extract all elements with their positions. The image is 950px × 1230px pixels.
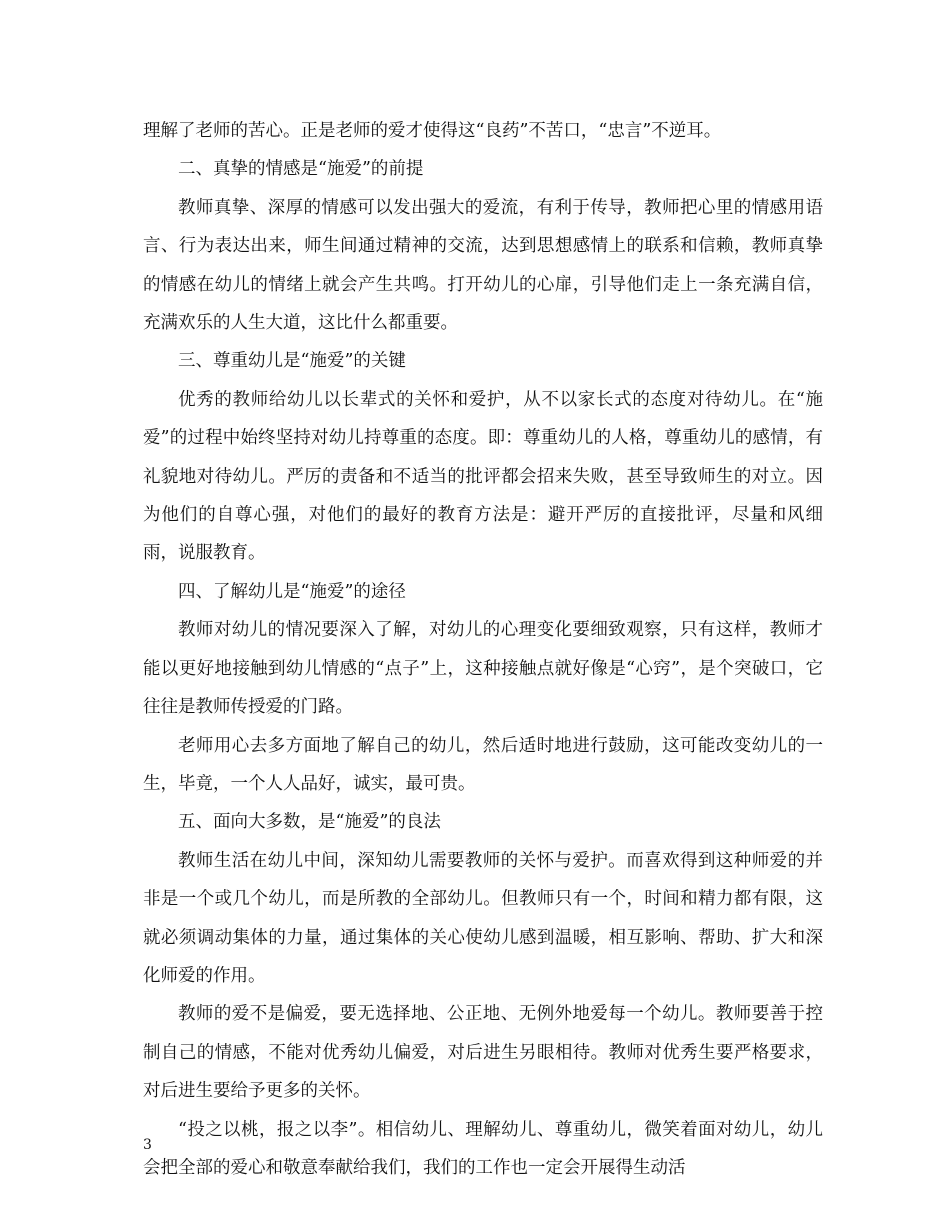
body-paragraph: 老师用心去多方面地了解自己的幼儿，然后适时地进行鼓励，这可能改变幼儿的一生，毕竟，一个人人品好，诚实，最可贵。 (143, 735, 823, 794)
section-heading-4: 四、了解幼儿是“施爱”的途径 (178, 581, 406, 602)
body-paragraph: 教师真挚、深厚的情感可以发出强大的爱流，有利于传导，教师把心里的情感用语言、行为表达出来，师生间通过精神的交流，达到思想感情上的联系和信赖，教师真挚的情感在幼儿的情绪上就会产生共鸣。打开幼儿的心扉，引导他们走上一条充满自信，充满欢乐的人生大道，这比什么都重要。 (143, 197, 823, 334)
body-paragraph: 教师生活在幼儿中间，深知幼儿需要教师的关怀与爱护。而喜欢得到这种师爱的并非是一个或几个幼儿，而是所教的全部幼儿。但教师只有一个，时间和精力都有限，这就必须调动集体的力量，通过集体的关心使幼儿感到温暖，相互影响、帮助、扩大和深化师爱的作用。 (143, 850, 823, 986)
page-body (143, 112, 823, 1187)
body-paragraph: “投之以桃，报之以李”。相信幼儿、理解幼儿、尊重幼儿，微笑着面对幼儿，幼儿会把全部的爱心和敬意奉献给我们，我们的工作也一定会开展得生动活 (143, 1119, 823, 1178)
body-paragraph: 优秀的教师给幼儿以长辈式的关怀和爱护，从不以家长式的态度对待幼儿。在“施爱”的过程中始终坚持对幼儿持尊重的态度。即：尊重幼儿的人格，尊重幼儿的感情，有礼貌地对待幼儿。严厉的责备和不适当的批评都会招来失败，甚至导致师生的对立。因为他们的自尊心强，对他们的最好的教育方法是：避开严厉的直接批评，尽量和风细雨，说服教育。 (143, 389, 823, 564)
section-heading-2: 二、真挚的情感是“施爱”的前提 (178, 159, 424, 180)
page-number: 3 (143, 1137, 152, 1153)
section-heading-5: 五、面向大多数，是“施爱”的良法 (178, 812, 441, 833)
continuation-paragraph: 理解了老师的苦心。正是老师的爱才使得这“良药”不苦口，“忠言”不逆耳。 (143, 121, 722, 141)
section-heading-3: 三、尊重幼儿是“施爱”的关键 (178, 351, 406, 372)
body-paragraph: 教师的爱不是偏爱，要无选择地、公正地、无例外地爱每一个幼儿。教师要善于控制自己的情感，不能对优秀幼儿偏爱，对后进生另眼相待。教师对优秀生要严格要求，对后进生要给予更多的关怀。 (143, 1004, 823, 1102)
body-paragraph: 教师对幼儿的情况要深入了解，对幼儿的心理变化要细致观察，只有这样，教师才能以更好地接触到幼儿情感的“点子”上，这种接触点就好像是“心窍”，是个突破口，它往往是教师传授爱的门路。 (143, 620, 823, 718)
